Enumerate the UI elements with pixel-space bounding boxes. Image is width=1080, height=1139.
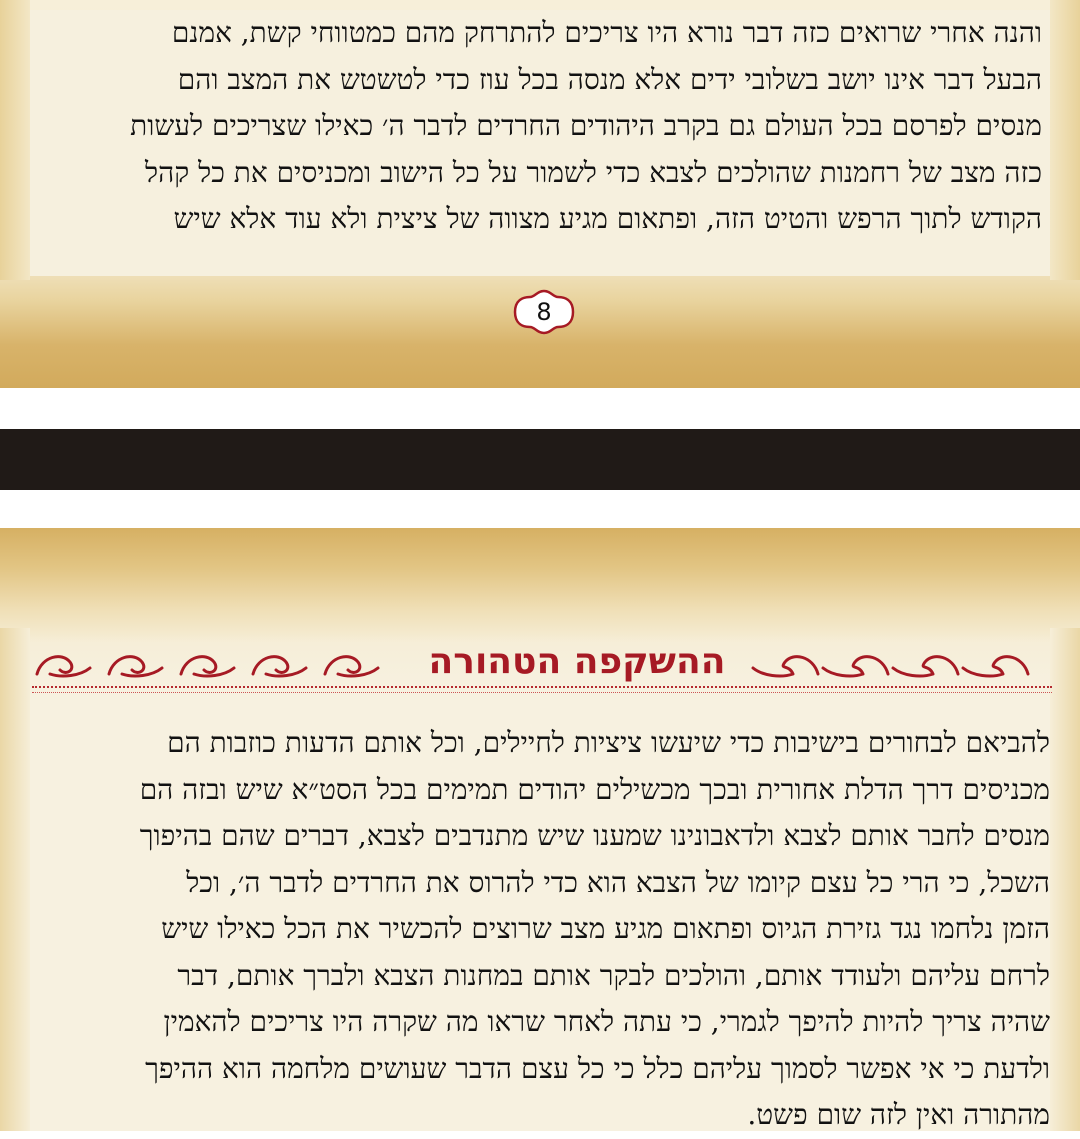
text-line: הבעל דבר אינו יושב בשלובי ידים אלא מנסה בכל עוז כדי לטשטש את המצב והם bbox=[177, 62, 1042, 96]
page-edge-right bbox=[1050, 0, 1080, 280]
ornament-swirl-icon bbox=[747, 644, 1052, 684]
text-line: להביאם לבחורים בישיבות כדי שיעשו ציציות לחיילים, וכל אותם הדעות כוזבות הם bbox=[167, 726, 1050, 759]
page-edge-left bbox=[0, 628, 30, 1131]
text-line: מכניסים דרך הדלת אחורית ובכך מכשילים יהודים תמימים בכל הסט״א שיש ובזה הם bbox=[139, 772, 1050, 806]
section-heading bbox=[32, 638, 1052, 686]
page-number bbox=[511, 288, 577, 336]
text-line: מהתורה ואין לזה שום פשט. bbox=[747, 1098, 1050, 1131]
text-line: והנה אחרי שרואים כזה דבר נורא היו צריכים להתרחק מהם כמטווחי קשת, אמנם bbox=[171, 16, 1042, 49]
bottom-page-text bbox=[30, 720, 1050, 1139]
text-line: ולדעת כי אי אפשר לסמוך עליהם כלל כי כל עצם הדבר שעושים מלחמה הוא ההיפך bbox=[145, 1051, 1050, 1085]
page-gap bbox=[0, 388, 1080, 429]
text-line: מנסים לפרסם בכל העולם גם בקרב היהודים החרדים לדבר ה׳ כאילו שצריכים לעשות bbox=[130, 109, 1042, 142]
section-title: ההשקפה הטהורה bbox=[428, 641, 726, 682]
text-line: הזמן נלחמו נגד גזירת הגיוס ופתאום מגיע מצב שרוצים להכשיר את הכל כאילו שיש bbox=[161, 912, 1050, 945]
heading-dotted-rule bbox=[32, 686, 1052, 693]
page-edge-left bbox=[0, 0, 30, 280]
page-gap bbox=[0, 490, 1080, 528]
text-line: הקודש לתוך הרפש והטיט הזה, ופתאום מגיע מצווה של ציצית ולא עוד אלא שיש bbox=[173, 202, 1042, 235]
page-number-text: 8 bbox=[536, 298, 552, 326]
text-line: לרחם עליהם ולעודד אותם, והולכים לבקר אותם במחנות הצבא ולברך אותם, דבר bbox=[177, 958, 1050, 992]
page-edge-right bbox=[1050, 628, 1080, 1131]
ornament-swirl-icon bbox=[32, 644, 402, 684]
dark-divider-band bbox=[0, 429, 1080, 490]
top-page-text bbox=[30, 10, 1050, 276]
text-line: כזה מצב של רחמנות שהולכים לצבא כדי לשמור על כל הישוב ומכניסים את כל קהל bbox=[145, 155, 1042, 189]
text-line: מנסים לחבר אותם לצבא ולדאבונינו שמענו שיש מתנדבים לצבא, דברים שהם בהיפוך bbox=[139, 819, 1050, 852]
text-line: שהיה צריך להיות להיפך לגמרי, כי עתה לאחר שראו מה שקרה היו צריכים להאמין bbox=[163, 1005, 1050, 1038]
text-line: השכל, כי הרי כל עצם קיומו של הצבא הוא כדי להרוס את החרדים לדבר ה׳, וכל bbox=[186, 865, 1050, 899]
